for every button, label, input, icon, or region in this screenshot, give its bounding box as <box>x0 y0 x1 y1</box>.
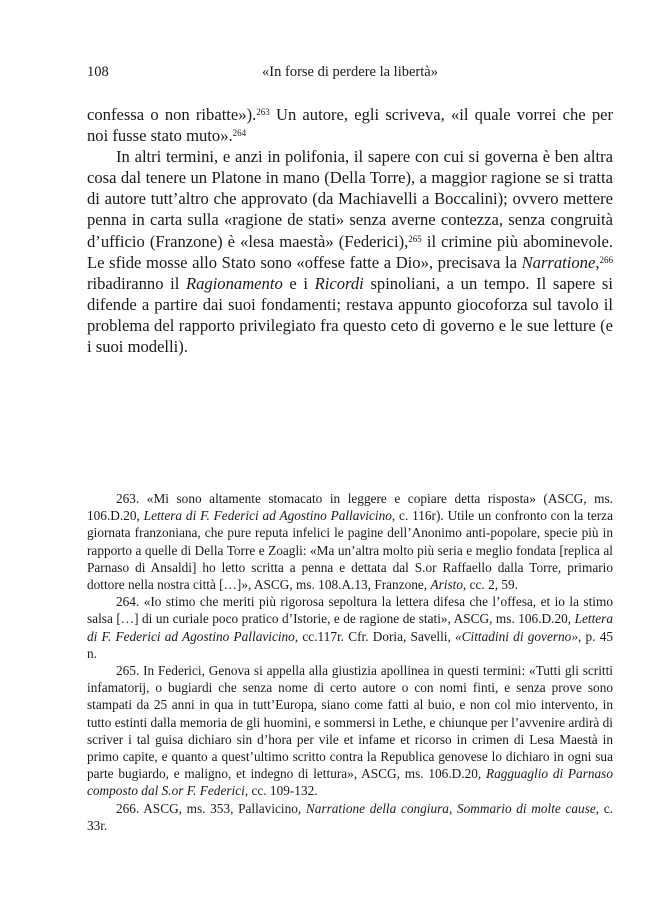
italic-title: Aristo <box>430 577 463 593</box>
text-run: , p. 45 n. <box>87 628 613 661</box>
text-run: spinoliani, a un tempo. Il sapere si difende a partire dai suoi fondamenti; restava appunto giocoforza sul tavolo il problema del rapporto privilegiato fra questo ceto di governo e le sue letture (e i suoi modelli). <box>87 273 613 357</box>
footnote-266 <box>87 800 613 834</box>
italic-title: Ragionamento <box>185 273 283 293</box>
running-title: «In forse di perdere la libertà» <box>262 64 438 80</box>
italic-title: Narratione <box>521 252 596 272</box>
text-run: 265. In Federici, Genova si appella alla giustizia apollinea in questi termini: «Tutti gli scritti infamatorij, o bugiardi che senza nome di certo autore o con nomi finti, e senza prove sono stampati da 25 anni in qua in tutt’Europa, siano come fatti al buio, e non col mio intervento, in tutto estinti dalla memoria de gli huomini, e sommersi in Lethe, e chiunque per l’avvenire ardirà di scriver i tal guisa dichiaro sin d’hora per vile et infame et ricorso in crimen di Lesa Maestà in primo capite, e quanto a quest’ultimo scritto contra la Republica genovese lo dichiaro in ogni sua parte bugiardo, e maligno, et indegno di lettura», ASCG, ms. 106.D.20, <box>87 663 613 782</box>
italic-title: Ragguaglio di Parnaso composto dal S.or F. Federici <box>87 766 614 799</box>
running-head <box>87 64 613 84</box>
text-run: , cc.117r. Cfr. Doria, Savelli, <box>294 628 456 644</box>
italic-title: «Cittadini di governo» <box>455 628 578 644</box>
page-number: 108 <box>87 64 109 80</box>
italic-title: Lettera di F. Federici ad Agostino Pallavicino <box>143 508 392 524</box>
footnote-ref-266[interactable]: 266 <box>599 254 613 265</box>
text-run: 264. «Io stimo che meriti più rigorosa sepoltura la lettera difesa che l’offesa, et io la stimo salsa […] di un curiale poco pratico d’Istorie, e de ragione de stati», ASCG, ms. 106.D.20, <box>87 594 613 627</box>
footnote-265 <box>87 662 613 800</box>
text-run: 263. «Mi sono altamente stomacato in leggere e copiare detta risposta» (ASCG, ms. 106.D.20, <box>87 491 613 524</box>
main-text <box>87 104 613 357</box>
paragraph-2 <box>87 146 613 357</box>
text-run: il crimine più abominevole. Le sfide mosse allo Stato sono «offese fatte a Dio», precisava la <box>87 231 614 272</box>
footnotes <box>87 490 613 834</box>
text-run: e i <box>282 273 315 293</box>
paragraph-1 <box>87 104 613 146</box>
footnote-ref-264[interactable]: 264 <box>232 128 247 139</box>
text-run: , cc. 2, 59. <box>462 577 518 593</box>
footnote-ref-263[interactable]: 263 <box>256 107 270 118</box>
text-run: , cc. 109-132. <box>244 783 318 799</box>
footnote-264 <box>87 593 613 662</box>
text-run: In altri termini, e anzi in polifonia, il sapere con cui si governa è ben altra cosa dal tenere un Platone in mano (Della Torre), a maggior ragione se si tratta di autore tutt’altro che approvato (da Machiavelli a Boccalini); ovvero mettere penna in carta sulla «ragione de stati» senza averne contezza, senza congruità d’ufficio (Franzone) è «lesa maestà» (Federici), <box>87 147 613 251</box>
text-run: , c. 33r. <box>87 800 613 833</box>
italic-title: Sommario di molte cause <box>456 800 596 816</box>
italic-title: Lettera di F. Federici ad Agostino Pallavicino <box>87 611 613 644</box>
text-run: ribadiranno il <box>87 273 186 293</box>
text-run: , c. 116r). Utile un confronto con la terza giornata franzoniana, che pure reputa infelici le pagine dell’Anonimo anti-popolare, specie più in rapporto a quelle di Della Torre e Zoagli: «Ma un’altra molto più seria e meglio fondata [replica al Parnaso di Ansaldi] ho letto scritta a penna e dettata dal S.or Raffaello dalla Torre, primario dottore nella nostra città […]», ASCG, ms. 108.A.13, Franzone, <box>87 508 613 593</box>
text-run: , <box>448 800 457 816</box>
text-run: Un autore, egli scriveva, «il quale vorrei che per noi fusse stato muto». <box>87 105 614 146</box>
text-run: confessa o non ribatte»). <box>87 105 257 124</box>
italic-title: Narratione della congiura <box>305 800 449 816</box>
text-run: 266. ASCG, ms. 353, Pallavicino, <box>116 800 306 816</box>
text-run: , <box>595 252 600 272</box>
footnote-ref-265[interactable]: 265 <box>408 233 422 244</box>
italic-title: Ricordi <box>314 273 364 293</box>
footnote-263 <box>87 490 613 593</box>
